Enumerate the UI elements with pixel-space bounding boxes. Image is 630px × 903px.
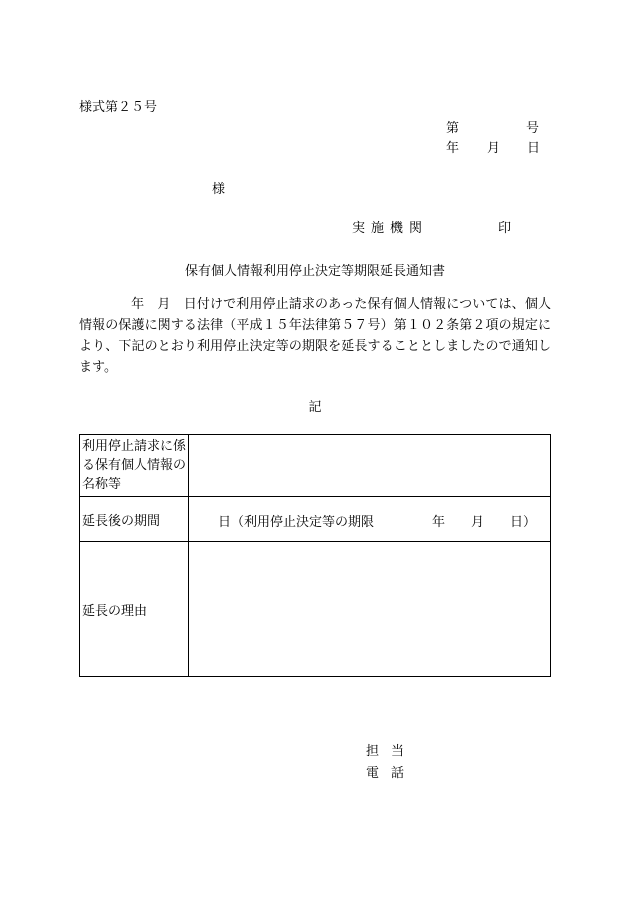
body-month: 月: [157, 297, 171, 312]
row-label-reason: 延長の理由: [80, 542, 189, 677]
document-number-suffix: 号: [526, 121, 540, 136]
date-year: 年: [446, 141, 460, 156]
document-number: [446, 117, 540, 136]
row-label-target-info: 利用停止請求に係る保有個人情報の名称等: [80, 435, 189, 497]
extension-day: 日）: [510, 515, 537, 530]
document-title: 保有個人情報利用停止決定等期限延長通知書: [184, 264, 445, 279]
body-year: 年: [131, 297, 145, 312]
table-row: [80, 542, 551, 677]
issuer-name: 実施機関: [352, 221, 429, 236]
extension-days: 日（利用停止決定等の期限: [218, 515, 375, 530]
table-row: [80, 435, 551, 497]
row-value-reason: [189, 542, 551, 677]
details-table: [79, 434, 551, 677]
addressee-honorific: 様: [212, 182, 226, 197]
table-row: [80, 497, 551, 542]
extension-year: 年: [432, 515, 446, 530]
ki-heading: 記: [308, 400, 322, 415]
row-label-extended-period: 延長後の期間: [80, 497, 189, 542]
row-value-target-info: [189, 435, 551, 497]
contact-phone-label: 電話: [366, 766, 417, 781]
body-paragraph: [79, 294, 551, 378]
extension-month: 月: [471, 515, 485, 530]
date-month: 月: [487, 141, 501, 156]
date-day: 日: [527, 141, 541, 156]
form-number: 様式第２５号: [79, 100, 158, 115]
body-text: 日付けで利用停止請求のあった保有個人情報については、個人情報の保護に関する法律（平成１５年法律第５７号）第１０２条第２項の規定により、下記のとおり利用停止決定等の期限を延長することとしましたので通知します。: [79, 297, 551, 375]
row-value-extended-period: [189, 497, 551, 542]
document-number-prefix: 第: [446, 121, 460, 136]
seal-mark: 印: [498, 221, 512, 236]
contact-person-label: 担当: [366, 744, 417, 759]
